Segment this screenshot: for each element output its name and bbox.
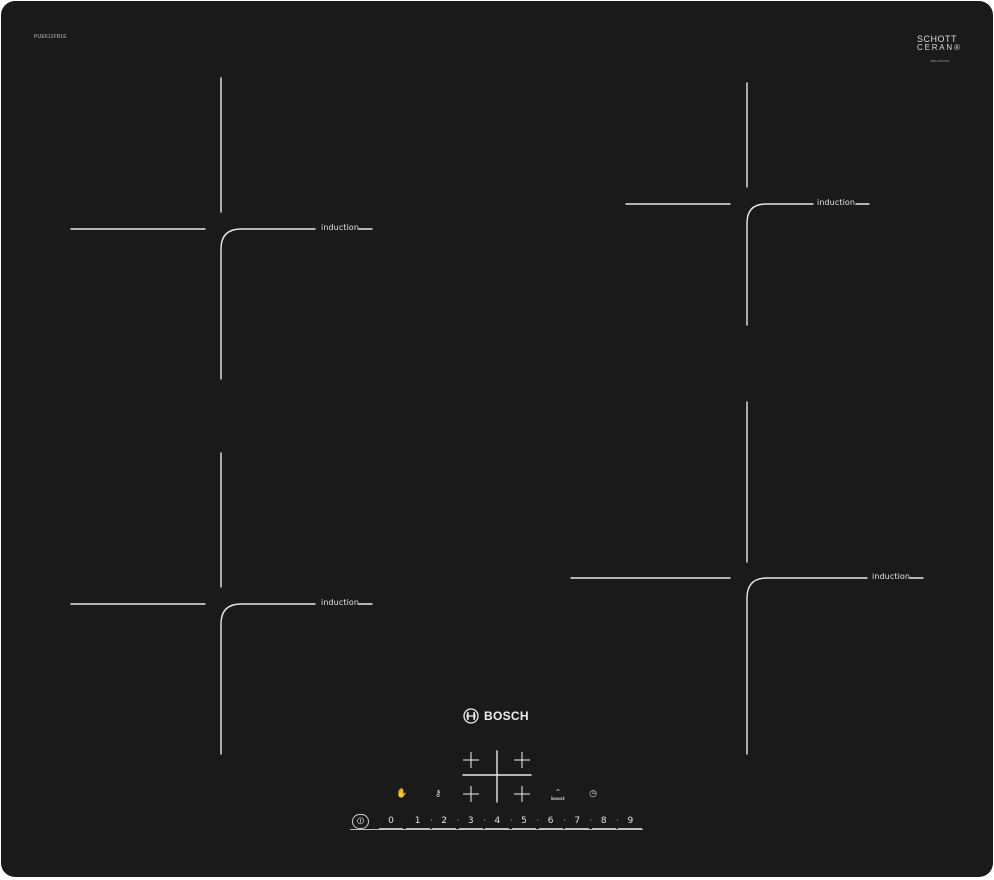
zone-select-rear-right-key[interactable] [512,750,534,770]
zone-markings [1,1,993,877]
zone-select-front-left-key[interactable] [461,784,483,804]
zone-select-front-right-key[interactable] [512,784,534,804]
power-level-0[interactable]: 0 [379,814,403,829]
power-level-7[interactable]: 7 [565,814,589,829]
key-lock-button[interactable] [429,787,447,801]
child-lock-button[interactable] [394,787,410,801]
slider-separator-dot: · [509,816,513,825]
schott-ceran-logo [917,35,963,63]
power-level-6[interactable]: 6 [539,814,563,829]
slider-separator-dot: · [563,816,566,825]
power-level-8[interactable]: 8 [592,814,616,829]
slider-separator-dot: · [483,816,486,825]
ceran-text: CERAN® [917,43,962,52]
brand-name: BOSCH [484,709,529,723]
schott-code: 8001460700 [930,59,950,63]
key-lock-icon: ⚷ [434,788,442,799]
power-level-2[interactable]: 2 [432,814,456,829]
timer-clock-icon: ◷ [589,788,597,799]
zone-label-front-right: induction [872,572,911,581]
zone-marking-front-right [571,402,923,754]
slider-separator-dot: · [616,816,619,825]
power-level-5[interactable]: 5 [512,814,536,829]
bosch-armature-icon [463,708,479,724]
zone-label-front-left: induction [321,598,360,607]
schott-text: SCHOTT [917,34,957,44]
zone-label-rear-left: induction [321,223,360,232]
boost-icon: ⌃ [554,787,562,797]
power-level-1[interactable]: 1 [406,814,430,829]
slider-baseline [350,829,643,830]
boost-label: boost [551,795,565,801]
zone-label-rear-right: induction [817,198,856,207]
zone-select-rear-left-key[interactable] [461,750,483,770]
power-icon: ⏼ [356,816,365,827]
power-level-9[interactable]: 9 [618,814,642,829]
model-code: PUE611FB1E [34,34,67,40]
slider-separator-dot: · [430,816,433,825]
power-level-4[interactable]: 4 [485,814,509,829]
slider-separator-dot: · [536,816,540,825]
boost-button[interactable] [548,786,568,804]
power-level-3[interactable]: 3 [459,814,483,829]
cooktop-glass-panel [1,1,993,877]
slider-separator-dot: · [456,816,460,825]
timer-button[interactable] [585,787,601,801]
slider-separator-dot: · [589,816,593,825]
bosch-logo [463,707,529,725]
child-lock-hand-icon: ✋ [396,788,408,799]
power-button[interactable] [352,814,369,829]
